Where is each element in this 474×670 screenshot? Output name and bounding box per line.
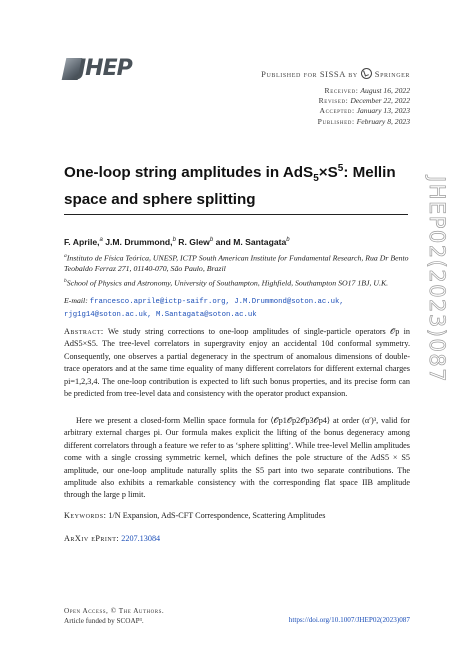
publisher-name: Springer (374, 68, 410, 79)
arxiv-link[interactable]: 2207.13084 (121, 534, 161, 543)
doi-link[interactable]: https://doi.org/10.1007/JHEP02(2023)087 (288, 616, 410, 624)
email-block: E-mail: francesco.aprile@ictp-saifr.org, J.M.Drummond@soton.ac.uk, rjg1g14@soton.ac.uk, M.Santagata@soton.ac.uk (64, 296, 344, 319)
side-journal-stamp: JHEP02(2023)087 (425, 176, 449, 384)
title-rule (64, 214, 408, 215)
paper-title: One-loop string amplitudes in $AdS_5\times S^5$: Mellin space and sphere splitting (64, 163, 396, 209)
arxiv-line: ArXiv ePrint: 2207.13084 (64, 534, 161, 543)
logo-text: JHEP (78, 56, 132, 81)
abstract-paragraph-2: Here we present a closed-form Mellin space formula for ⟨𝒪p1𝒪p2𝒪p3𝒪p4⟩ at order (α′)³, valid for arbitrary external charges pi. Our formula makes explicit the lifting of the bonus degeneracy among different correlators through a feature we refer to as ‘sphere splitting’. While tree-level Mellin amplitudes come with a single crossing symmetric kernel, which defines the pole structure of the AdS5 × S5 amplitude, our one-loop amplitude naturally splits the S5 part into two separate contributions. The amplitude also exhibits a remarkable consistency with the corresponding flat space IIB amplitude through the large p limit. (64, 416, 410, 500)
journal-logo (64, 56, 136, 82)
keywords-line: Keywords: 1/N Expansion, AdS-CFT Correspondence, Scattering Amplitudes (64, 511, 326, 520)
publisher-line (261, 68, 410, 79)
affiliations (64, 251, 409, 290)
springer-horse-icon (361, 68, 372, 79)
footer-license (64, 606, 164, 626)
affiliation-a: $^a$Instituto de Física Teórica, UNESP, ICTP South American Institute for Fundamental Research, Rua Dr Bento Teobaldo Ferraz 271, 01140-070, São Paulo, Brazil (64, 253, 409, 274)
open-access-text: Open Access, © The Authors. (64, 607, 165, 615)
publisher-prefix: Published for SISSA by (261, 68, 358, 79)
date-received: Received: August 16, 2022 (324, 86, 410, 95)
abstract-label: Abstract: (64, 327, 104, 336)
email-links[interactable]: francesco.aprile@ictp-saifr.org, J.M.Drummond@soton.ac.uk, rjg1g14@soton.ac.uk, M.Santagata@soton.ac.uk (64, 298, 344, 319)
date-accepted: Accepted: January 13, 2023 (319, 106, 410, 116)
abstract-paragraph-1: Abstract: We study string corrections to one-loop amplitudes of single-particle operators 𝒪p in AdS5×S5. The tree-level correlators in supergravity enjoy an accidental 10d conformal symmetry. Consequently, one observes a partial degeneracy in the spectrum of anomalous dimensions of double-trace operators and at the same time equality of many different correlators for different external charges pi=1,2,3,4. The one-loop contribution is expected to lift such bonus properties, and its precise form can be predicted from tree-level data and consistency with the operator product expansion. (64, 327, 410, 399)
author-list: F. Aprile,$^a$ J.M. Drummond,$^b$ R. Glew$^b$ and M. Santagata$^b$ (64, 237, 290, 247)
date-published: Published: February 8, 2023 (317, 116, 410, 126)
funding-text: Article funded by SCOAP³. (64, 617, 144, 625)
affiliation-b: $^b$School of Physics and Astronomy, University of Southampton, Highfield, Southampton SO17 1BJ, U.K. (64, 277, 389, 288)
date-revised: Revised: December 22, 2022 (318, 96, 410, 106)
dates-block (318, 86, 410, 127)
